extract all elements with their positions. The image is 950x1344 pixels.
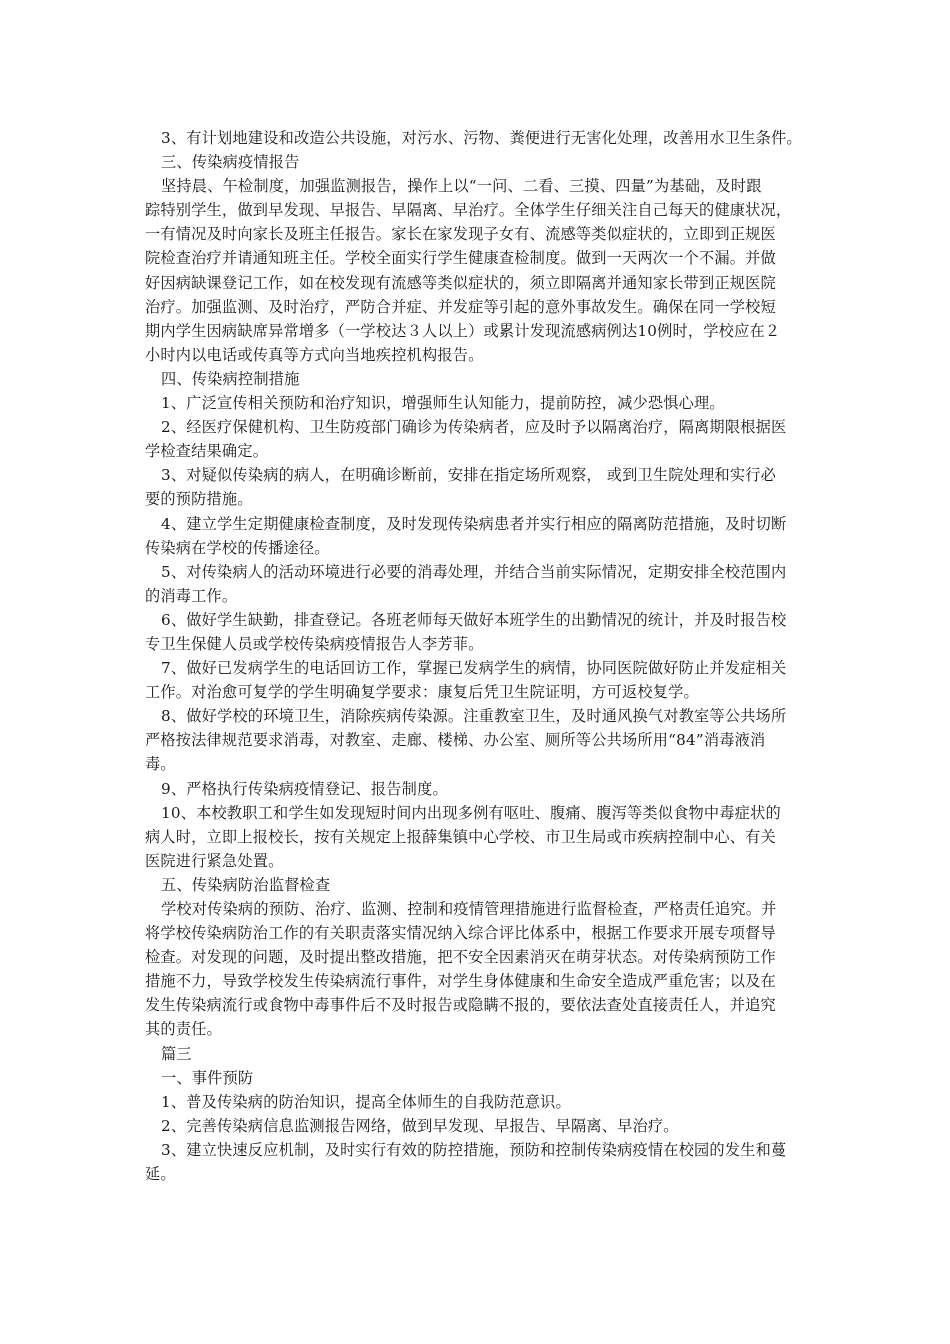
paragraph [145, 560, 815, 608]
text-line: 8、做好学校的环境卫生，消除疾病传染源。注重教室卫生，及时通风换气对教室等公共场所 [161, 707, 787, 726]
text-line: 2、完善传染病信息监测报告网络，做到早发现、早报告、早隔离、早治疗。 [161, 1116, 679, 1135]
paragraph [145, 608, 815, 656]
paragraph [145, 512, 815, 560]
text-line: 9、严格执行传染病疫情登记、报告制度。 [161, 779, 448, 798]
text-line: 四、传染病控制措施 [161, 369, 300, 388]
text-line: 发生传染病流行或食物中毒事件后不及时报告或隐瞒不报的，要依法查处直接责任人，并追究 [145, 996, 776, 1015]
text-line: 学校对传染病的预防、治疗、监测、控制和疫情管理措施进行监督检查，严格责任追究。并 [161, 900, 777, 918]
paragraph [145, 801, 815, 873]
text-line: 的消毒工作。 [145, 586, 238, 605]
text-line: 3、有计划地建设和改造公共设施，对污水、污物、粪便进行无害化处理，改善用水卫生条件。 [161, 129, 802, 147]
text-line: 要的预防措施。 [145, 490, 253, 509]
paragraph [145, 704, 815, 776]
text-line: 3、对疑似传染病的病人，在明确诊断前，安排在指定场所观察， 或到卫生院处理和实行必 [161, 466, 777, 485]
text-line: 5、对传染病人的活动环境进行必要的消毒处理，并结合当前实际情况，定期安排全校范围内 [161, 562, 787, 581]
text-line: 其的责任。 [145, 1020, 222, 1039]
paragraph [145, 1138, 815, 1186]
paragraph [145, 1114, 815, 1138]
paragraph [145, 126, 815, 150]
text-line: 7、做好已发病学生的电话回访工作，掌握已发病学生的病情，协同医院做好防止并发症相关 [161, 659, 787, 678]
text-line: 将学校传染病防治工作的有关职责落实情况纳入综合评比体系中，根据工作要求开展专项督导 [145, 924, 776, 943]
text-line: 篇三 [161, 1044, 192, 1063]
paragraph [145, 656, 815, 704]
paragraph [145, 174, 815, 367]
text-line: 治疗。加强监测、及时治疗，严防合并症、并发症等引起的意外事故发生。确保在同一学校短 [145, 297, 776, 316]
text-line: 毒。 [145, 755, 176, 774]
text-line: 医院进行紧急处置。 [145, 851, 284, 870]
text-line: 6、做好学生缺勤，排查登记。各班老师每天做好本班学生的出勤情况的统计，并及时报告校 [161, 610, 787, 629]
text-line: 期内学生因病缺席异常增多（一学校达３人以上）或累计发现流感病例达10例时，学校应在２ [145, 321, 781, 340]
section-heading [145, 1066, 815, 1090]
text-line: 2、经医疗保健机构、卫生防疫部门确诊为传染病者，应及时予以隔离治疗，隔离期限根据医 [161, 418, 787, 437]
section-heading [145, 150, 815, 174]
text-line: 1、广泛宣传相关预防和治疗知识，增强师生认知能力，提前防控，减少恐惧心理。 [161, 394, 725, 413]
text-line: 一有情况及时向家长及班主任报告。家长在家发现子女有、流感等类似症状的，立即到正规医 [145, 225, 776, 244]
document-page [145, 126, 815, 1186]
paragraph [145, 415, 815, 463]
text-line: 检查。对发现的问题，及时提出整改措施，把不安全因素消灭在萌芽状态。对传染病预防工作 [145, 948, 776, 967]
text-line: 3、建立快速反应机制，及时实行有效的防控措施，预防和控制传染病疫情在校园的发生和蔓 [161, 1140, 787, 1159]
text-line: 病人时，立即上报校长，按有关规定上报薛集镇中心学校、市卫生局或市疾病控制中心、有关 [145, 827, 776, 846]
text-line: 10、本校教职工和学生如发现短时间内出现多例有呕吐、腹痛、腹泻等类似食物中毒症状的 [161, 803, 781, 822]
text-line: 院检查治疗并请通知班主任。学校全面实行学生健康查检制度。做到一天两次一个不漏。并做 [145, 249, 776, 268]
text-line: 专卫生保健人员或学校传染病疫情报告人李芳菲。 [145, 634, 484, 653]
section-heading [145, 873, 815, 897]
text-line: 严格按法律规范要求消毒，对教室、走廊、楼梯、办公室、厕所等公共场所用“84”消毒液消 [145, 731, 766, 750]
text-line: 一、事件预防 [161, 1068, 254, 1087]
paragraph [145, 1090, 815, 1114]
text-line: 工作。对治愈可复学的学生明确复学要求：康复后凭卫生院证明，方可返校复学。 [145, 683, 699, 702]
section-heading [145, 1042, 815, 1066]
text-line: 坚持晨、午检制度，加强监测报告，操作上以“一问、二看、三摸、四量”为基础，及时跟 [161, 177, 762, 196]
section-heading [145, 367, 815, 391]
paragraph [145, 391, 815, 415]
text-line: 4、建立学生定期健康检查制度，及时发现传染病患者并实行相应的隔离防范措施，及时切断 [161, 514, 787, 533]
text-line: 1、普及传染病的防治知识，提高全体师生的自我防范意识。 [161, 1092, 571, 1111]
text-line: 小时内以电话或传真等方式向当地疾控机构报告。 [145, 345, 484, 364]
text-line: 措施不力，导致学校发生传染病流行事件，对学生身体健康和生命安全造成严重危害；以及在 [145, 972, 776, 991]
text-line: 三、传染病疫情报告 [161, 153, 300, 172]
text-line: 五、传染病防治监督检查 [161, 875, 331, 894]
text-line: 好因病缺课登记工作，如在校发现有流感等类似症状的，须立即隔离并通知家长带到正规医院 [145, 273, 776, 292]
paragraph [145, 777, 815, 801]
text-line: 延。 [145, 1165, 176, 1184]
paragraph [145, 897, 815, 1042]
paragraph [145, 463, 815, 511]
text-line: 传染病在学校的传播途径。 [145, 538, 330, 557]
text-line: 踪特别学生，做到早发现、早报告、早隔离、早治疗。全体学生仔细关注自己每天的健康状况， [145, 201, 792, 220]
text-line: 学检查结果确定。 [145, 442, 269, 461]
